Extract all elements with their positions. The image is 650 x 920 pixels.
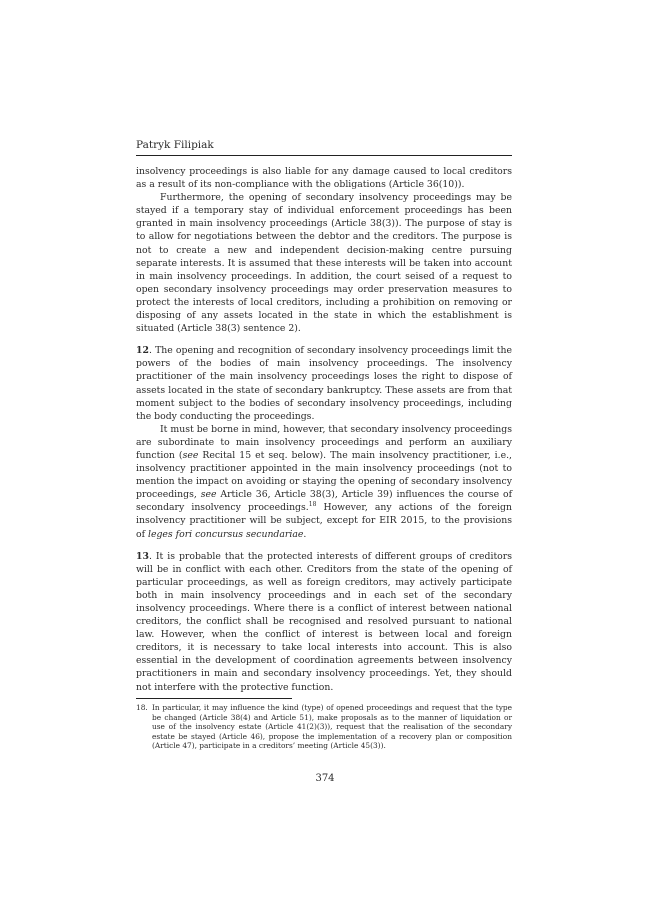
paragraph-auxiliary bbox=[136, 423, 512, 541]
text-run: Article 36, Article 38(3), Article 39) influences the course of secondary insolvency proceedings. bbox=[136, 489, 513, 514]
paragraph-continuation: insolvency proceedings is also liable for any damage caused to local creditors as a result of its non-compliance with the obligations (Article 36(10)). bbox=[136, 166, 512, 191]
text-run: . bbox=[303, 528, 307, 540]
paragraph-text: . It is probable that the protected interests of different groups of creditors will be in conflict with each other. Creditors from the state of the opening of particular proceedings, as well as foreign creditors, may actively participate both in main insolvency proceedings and in each set of the secondary insolvency proceedings. Where there is a conflict of interest between national creditors, the conflict shall be recognised and resolved pursuant to national law. However, when the conflict of interest is between local and foreign creditors, it is necessary to take local interests into account. This is also essential in the development of coordination agreements between insolvency practitioners in main and secondary insolvency proceedings. Yet, they should not interfere with the protective function. bbox=[136, 550, 512, 693]
paragraph-number: 12 bbox=[136, 345, 149, 357]
footnote-text: In particular, it may influence the kind (type) of opened proceedings and request that the type be changed (Article 38(4) and Article 51), make proposals as to the manner of liquidation or use of the insolvency estate (Article 41(2)(3)), request that the realisation of the secondary estate be stayed (Article 46), propose the implementation of a recovery plan or composition (Article 47), participate in a creditors’ meeting (Article 45(3)). bbox=[152, 703, 512, 751]
footnote-reference[interactable]: 18 bbox=[308, 501, 317, 509]
italic-see: see bbox=[182, 449, 199, 461]
paragraph-stay: Furthermore, the opening of secondary insolvency proceedings may be stayed if a temporary stay of individual enforcement proceedings has been granted in main insolvency proceedings (Article 38(3)). The purpose of stay is to allow for negotiations between the debtor and the creditors. The purpose is not to create a new and independent decision-making centre pursuing separate interests. It is assumed that these interests will be taken into account in main insolvency proceedings. In addition, the court seised of a request to open secondary insolvency proceedings may order preservation measures to protect the interests of local creditors, including a prohibition on removing or disposing of any assets located in the state in which the establishment is situated (Article 38(3) sentence 2). bbox=[136, 192, 512, 335]
paragraph-number: 13 bbox=[136, 550, 149, 562]
running-head: Patryk Filipiak bbox=[136, 139, 512, 156]
text-run: Recital 15 et seq. below). The main insolvency practitioner, i.e., insolvency practitioner appointed in the main insolvency proceedings (not to mention the impact on avoiding or staying the opening of secondary insolvency proceedings, bbox=[136, 449, 513, 501]
footnote-18 bbox=[136, 703, 512, 751]
paragraph-text: . The opening and recognition of secondary insolvency proceedings limit the powers of the bodies of main insolvency proceedings. The insolvency practitioner of the main insolvency proceedings loses the right to dispose of assets located in the state of secondary bankruptcy. These assets are from that moment subject to the bodies of secondary insolvency proceedings, including the body conducting the proceedings. bbox=[136, 345, 512, 422]
main-text bbox=[136, 165, 512, 694]
page-number: 374 bbox=[315, 773, 335, 784]
italic-see: see bbox=[200, 489, 217, 501]
footnote-mark: 18. bbox=[136, 703, 148, 712]
text-run: However, any actions of the foreign insolvency practitioner will be subject, except for EIR 2015, to the provisions of bbox=[136, 502, 512, 540]
paragraph-13 bbox=[136, 550, 512, 694]
footnote-divider bbox=[136, 698, 292, 699]
text-run: It must be borne in mind, however, that secondary insolvency proceedings are subordinate to main insolvency proceedings and perform an auxiliary function ( bbox=[136, 423, 512, 461]
italic-latin-term: leges fori concursus secundariae bbox=[148, 528, 304, 540]
paragraph-12 bbox=[136, 344, 512, 423]
